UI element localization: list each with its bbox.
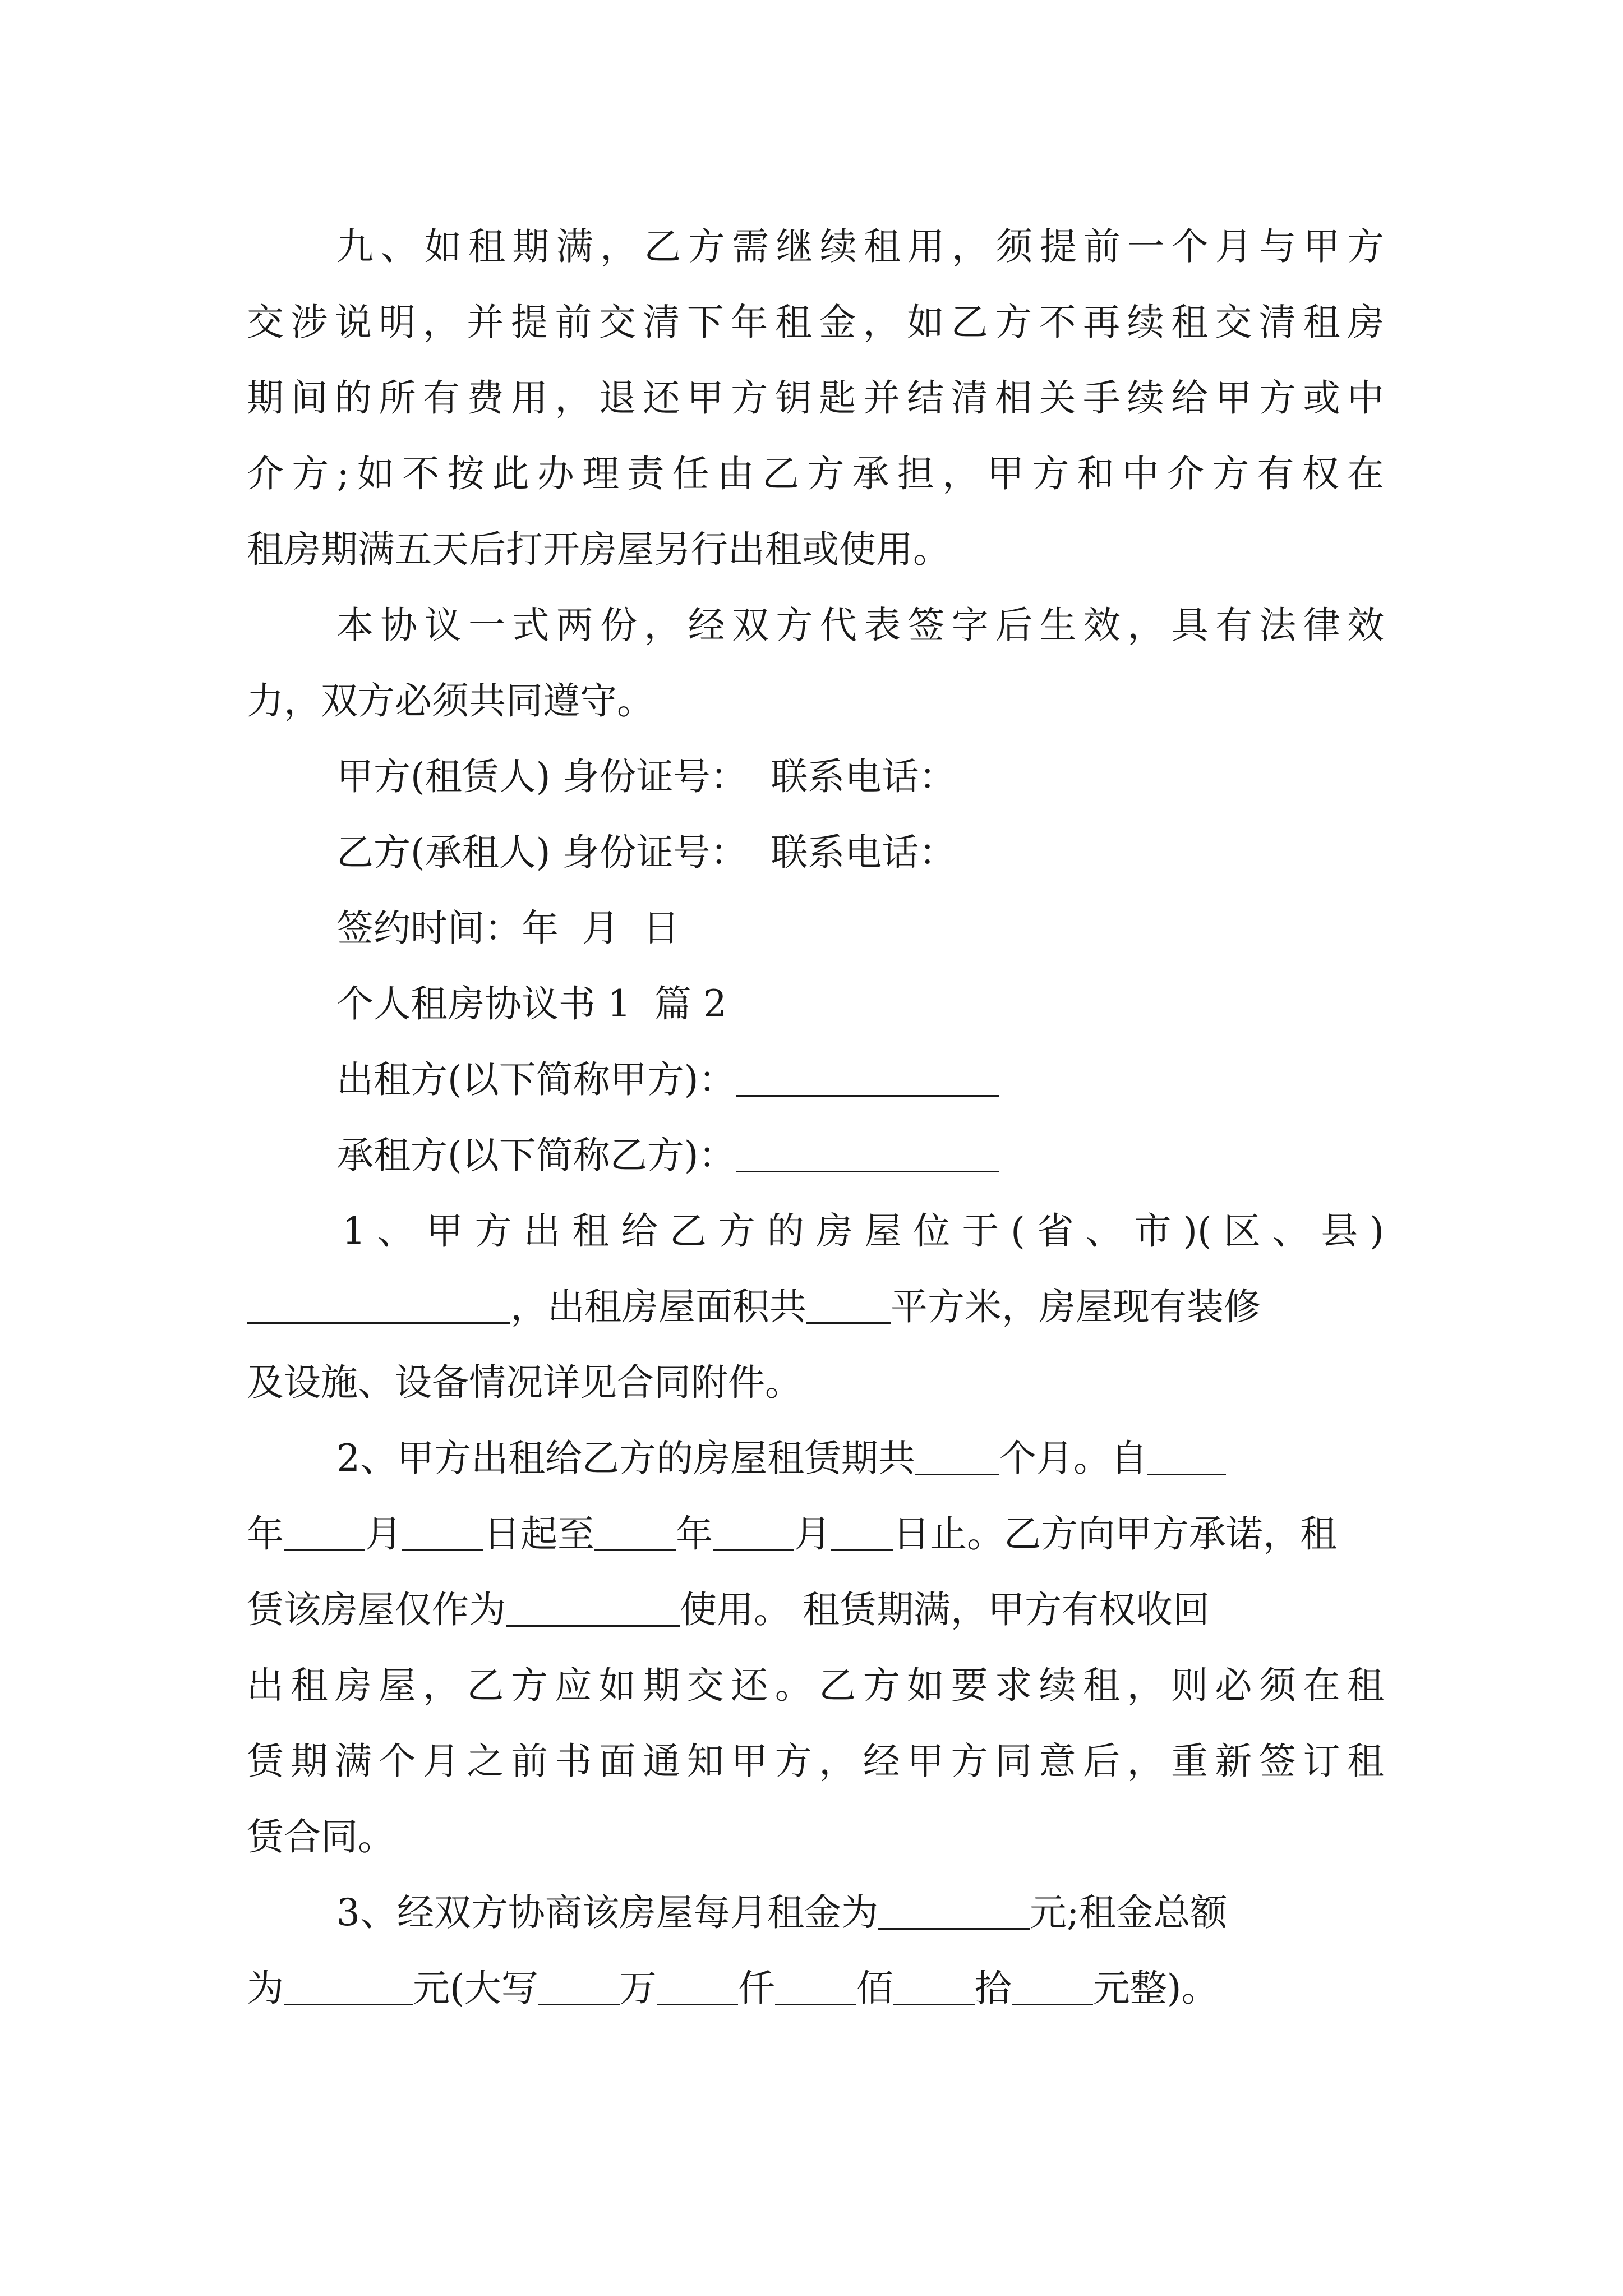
clause3-text: 元;租金总额 xyxy=(1030,1891,1228,1934)
lessee-line xyxy=(336,1130,999,1181)
clause2-text: 2、甲方出租给乙方的房屋租赁期共 xyxy=(336,1437,915,1480)
lessee-signature-line: 乙方(承租人) 身份证号： 联系电话： xyxy=(336,831,956,874)
paragraph-line: 力，双方必须共同遵守。 xyxy=(247,679,654,723)
area-blank xyxy=(806,1289,891,1324)
lessor-label: 出租方(以下简称甲方)： xyxy=(336,1058,736,1101)
qian-blank xyxy=(657,1970,738,2005)
clause2-text: 个月。自 xyxy=(999,1437,1147,1480)
clause1-line: 及设施、设备情况详见合同附件。 xyxy=(247,1361,802,1404)
section-heading: 个人租房协议书 1 篇 2 xyxy=(336,982,727,1025)
paragraph-line: 期间的所有费用，退还甲方钥匙并结清相关手续给甲方或中 xyxy=(247,376,1384,420)
clause2-line xyxy=(247,1509,1337,1559)
clause3-text: 为 xyxy=(247,1967,284,2010)
clause2-text: 赁该房屋仅作为 xyxy=(247,1588,506,1631)
start-year-blank xyxy=(1147,1440,1226,1475)
wan-blank xyxy=(538,1970,620,2005)
clause1-line xyxy=(247,1282,1261,1332)
clause2-text: 年 xyxy=(247,1512,284,1556)
lessor-blank xyxy=(736,1061,999,1097)
lessor-signature-line: 甲方(租赁人) 身份证号： 联系电话： xyxy=(336,755,956,798)
lessor-line xyxy=(336,1055,999,1105)
signing-date-line: 签约时间：年 月 日 xyxy=(336,907,680,950)
clause2-text: 日起至 xyxy=(483,1512,594,1556)
clause2-text: 年 xyxy=(676,1512,713,1556)
end-year-blank xyxy=(594,1516,676,1551)
clause2-line: 赁合同。 xyxy=(247,1815,395,1858)
paragraph-line: 九、如租期满，乙方需继续租用，须提前一个月与甲方 xyxy=(336,225,1384,268)
lessee-label: 承租方(以下简称乙方)： xyxy=(336,1134,736,1177)
clause2-text: 使用。 租赁期满，甲方有权收回 xyxy=(680,1588,1210,1631)
shi-blank xyxy=(893,1970,975,2005)
months-blank xyxy=(915,1440,999,1475)
clause2-line: 出租房屋，乙方应如期交还。乙方如要求续租，则必须在租 xyxy=(247,1664,1384,1707)
clause3-line xyxy=(247,1963,1219,2014)
clause3-line xyxy=(336,1888,1227,1938)
paragraph-line: 交涉说明，并提前交清下年租金，如乙方不再续租交清租房 xyxy=(247,301,1384,344)
clause2-text: 月 xyxy=(365,1512,402,1556)
lessee-blank xyxy=(736,1137,999,1172)
clause2-text: 日止。乙方向甲方承诺，租 xyxy=(893,1512,1337,1556)
clause2-text: 月 xyxy=(794,1512,831,1556)
clause2-line: 赁期满个月之前书面通知甲方，经甲方同意后，重新签订租 xyxy=(247,1740,1384,1783)
start-day-blank xyxy=(402,1516,483,1551)
clause2-line xyxy=(336,1433,1226,1484)
clause1-line: 1、甲方出租给乙方的房屋位于(省、市)(区、县) xyxy=(342,1209,1384,1253)
usage-blank xyxy=(506,1591,680,1627)
clause3-text: 3、经双方协商该房屋每月租金为 xyxy=(336,1891,878,1934)
start-month-blank xyxy=(284,1516,365,1551)
address-blank xyxy=(247,1289,510,1324)
clause3-text: 仟 xyxy=(737,1967,775,2010)
clause3-text: 元(大写 xyxy=(413,1967,538,2010)
paragraph-line: 介方;如不按此办理责任由乙方承担，甲方和中介方有权在 xyxy=(247,452,1384,495)
clause3-text: 拾 xyxy=(974,1967,1012,2010)
bai-blank xyxy=(775,1970,856,2005)
clause1-text: 平方米，房屋现有装修 xyxy=(891,1285,1261,1328)
clause3-text: 佰 xyxy=(856,1967,893,2010)
total-rent-blank xyxy=(284,1970,413,2005)
clause3-text: 万 xyxy=(619,1967,657,2010)
clause1-text: ，出租房屋面积共 xyxy=(510,1285,806,1328)
paragraph-line: 本协议一式两份，经双方代表签字后生效，具有法律效 xyxy=(336,604,1384,647)
paragraph-line: 租房期满五天后打开房屋另行出租或使用。 xyxy=(247,528,950,571)
end-month-blank xyxy=(713,1516,794,1551)
yuan-blank xyxy=(1012,1970,1093,2005)
clause2-line xyxy=(247,1585,1210,1635)
clause3-text: 元整)。 xyxy=(1092,1967,1219,2010)
monthly-rent-blank xyxy=(878,1894,1030,1930)
end-day-blank xyxy=(831,1516,893,1551)
